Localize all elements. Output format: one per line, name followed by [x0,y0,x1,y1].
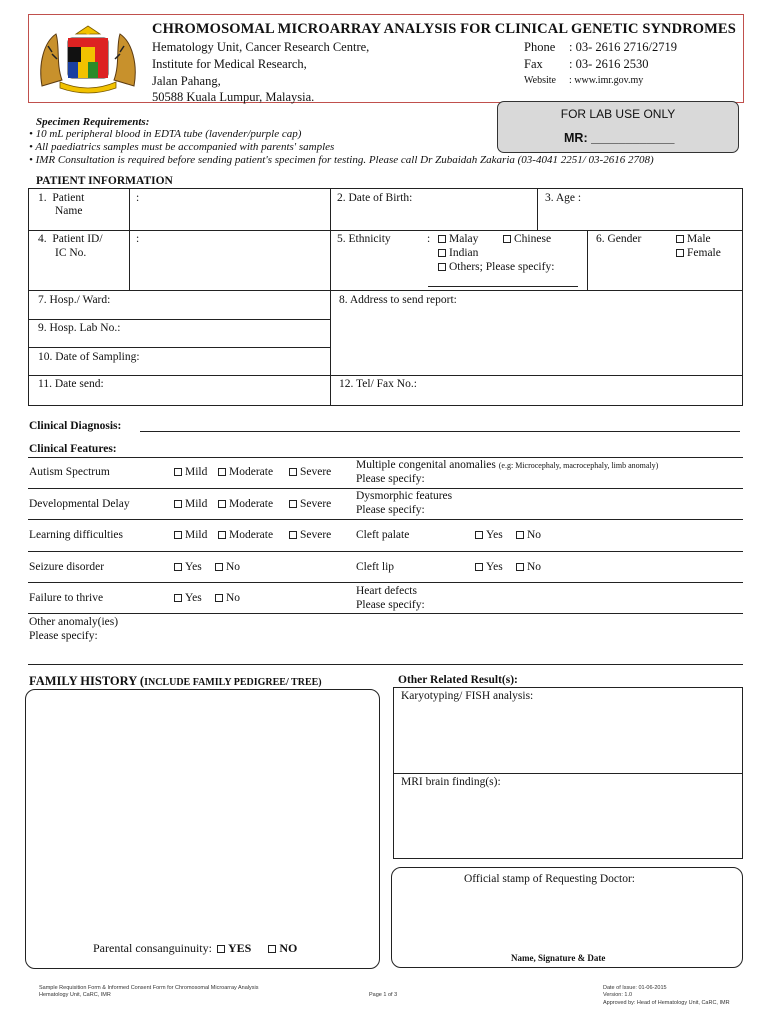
developmental-delay-label: Developmental Delay [29,498,130,510]
dysmorphic-specify[interactable]: Please specify: [356,504,425,516]
address-report-field[interactable]: 8. Address to send report: [339,294,457,306]
autism-moderate-checkbox[interactable]: Moderate [218,466,273,480]
specimen-title: Specimen Requirements: [36,116,150,128]
consanguinity-yes-checkbox[interactable]: YES [217,941,251,955]
website-value: : www.imr.gov.my [569,75,644,86]
seizure-no-checkbox[interactable]: No [215,561,240,575]
fax-label: Fax [524,57,543,71]
specimen-item: • All paediatrics samples must be accompanied with parents' samples [29,141,335,153]
cleft-lip-label: Cleft lip [356,561,395,573]
gender-male-checkbox[interactable]: Male [676,233,711,247]
learning-moderate-checkbox[interactable]: Moderate [218,529,273,543]
autism-spectrum-label: Autism Spectrum [29,466,110,478]
autism-severe-checkbox[interactable]: Severe [289,466,331,480]
cleft-palate-yes-checkbox[interactable]: Yes [475,529,503,543]
address-line-3: Jalan Pahang, [152,74,221,88]
dev-delay-mild-checkbox[interactable]: Mild [174,498,207,512]
patient-id-field[interactable]: : [136,233,140,245]
seizure-disorder-label: Seizure disorder [29,561,105,573]
ethnicity-others-line[interactable] [428,286,578,287]
hosp-lab-no-field[interactable]: 9. Hosp. Lab No.: [38,322,121,334]
clinical-diagnosis-label: Clinical Diagnosis: [29,420,122,432]
ethnicity-indian-checkbox[interactable]: Indian [438,247,478,261]
clinical-diagnosis-line[interactable] [140,431,740,432]
ethnicity-others-checkbox[interactable]: Others; Please specify: [438,261,554,275]
patient-name-field[interactable]: : [136,192,140,204]
gender-female-checkbox[interactable]: Female [676,247,721,261]
patient-id-label-2: IC No. [55,247,87,259]
failure-to-thrive-label: Failure to thrive [29,592,104,604]
address-line-4: 50588 Kuala Lumpur, Malaysia. [152,90,315,104]
patient-info-heading: PATIENT INFORMATION [36,175,173,187]
address-line-2: Institute for Medical Research, [152,57,307,71]
multiple-anomalies-label: Multiple congenital anomalies (e.g: Microcephaly, macrocephaly, limb anomaly) [356,459,659,471]
tel-fax-field[interactable]: 12. Tel/ Fax No.: [339,378,417,390]
ethnicity-malay-checkbox[interactable]: Malay [438,233,478,247]
other-results-heading: Other Related Result(s): [398,674,518,686]
learning-difficulties-label: Learning difficulties [29,529,123,541]
cleft-lip-yes-checkbox[interactable]: Yes [475,561,503,575]
signature-label: Name, Signature & Date [511,953,606,963]
cleft-palate-label: Cleft palate [356,529,410,541]
other-anomaly-specify[interactable]: Please specify: [29,630,98,642]
heart-defects-specify[interactable]: Please specify: [356,599,425,611]
seizure-yes-checkbox[interactable]: Yes [174,561,202,575]
family-pedigree-box[interactable] [25,689,380,969]
patient-name-label: 1. Patient [38,192,85,204]
patient-name-label-2: Name [55,205,83,217]
lab-use-title: FOR LAB USE ONLY [560,107,676,121]
ethnicity-colon: : [427,233,431,245]
failure-yes-checkbox[interactable]: Yes [174,592,202,606]
hosp-ward-field[interactable]: 7. Hosp./ Ward: [38,294,111,306]
other-anomaly-label: Other anomaly(ies) [29,616,119,628]
form-title: CHROMOSOMAL MICROARRAY ANALYSIS FOR CLINICAL GENETIC SYNDROMES [152,21,736,37]
address-line-1: Hematology Unit, Cancer Research Centre, [152,40,370,54]
ethnicity-label: 5. Ethnicity [337,233,391,245]
failure-no-checkbox[interactable]: No [215,592,240,606]
ethnicity-chinese-checkbox[interactable]: Chinese [503,233,551,247]
footer-page: Page 1 of 3 [369,992,398,998]
dysmorphic-features-label: Dysmorphic features [356,490,453,502]
karyotyping-field[interactable]: Karyotyping/ FISH analysis: [401,690,534,702]
footer-left: Sample Requisition Form & Informed Consent Form for Chromosomal Microarray Analysis Hematology Unit, CaRC, IMR [39,985,259,999]
footer-right: Date of Issue: 01-06-2015 Version: 1.0 Approved by: Head of Hematology Unit, CaRC, IMR [603,985,730,1006]
lab-use-box [497,101,739,153]
fax-value: : 03- 2616 2530 [569,57,649,71]
cleft-palate-no-checkbox[interactable]: No [516,529,541,543]
learning-severe-checkbox[interactable]: Severe [289,529,331,543]
cleft-lip-no-checkbox[interactable]: No [516,561,541,575]
age-field[interactable]: 3. Age : [545,192,582,204]
specimen-item: • IMR Consultation is required before sending patient's specimen for testing. Please call Dr Zubaidah Zakaria (03-4041 2251/ 03-2616 2708) [29,154,654,166]
clinical-features-heading: Clinical Features: [29,443,117,455]
phone-label: Phone [524,40,556,54]
learning-mild-checkbox[interactable]: Mild [174,529,207,543]
mr-field[interactable]: MR: ____________ [564,131,675,145]
date-send-field[interactable]: 11. Date send: [38,378,104,390]
dev-delay-moderate-checkbox[interactable]: Moderate [218,498,273,512]
gender-label: 6. Gender [596,233,642,245]
heart-defects-label: Heart defects [356,585,417,597]
dev-delay-severe-checkbox[interactable]: Severe [289,498,331,512]
autism-mild-checkbox[interactable]: Mild [174,466,207,480]
mri-field[interactable]: MRI brain finding(s): [401,776,501,788]
specimen-item: • 10 mL peripheral blood in EDTA tube (lavender/purple cap) [29,128,302,140]
consanguinity-no-checkbox[interactable]: NO [268,941,297,955]
website-label: Website [524,75,556,86]
stamp-label: Official stamp of Requesting Doctor: [464,873,635,885]
date-of-sampling-field[interactable]: 10. Date of Sampling: [38,351,140,363]
parental-consanguinity: Parental consanguinuity: YES NO [93,941,298,955]
patient-id-label: 4. Patient ID/ [38,233,103,245]
phone-value: : 03- 2616 2716/2719 [569,40,677,54]
coat-of-arms-logo [36,24,140,96]
family-history-heading: FAMILY HISTORY (INCLUDE FAMILY PEDIGREE/ TREE) [29,674,322,688]
date-of-birth-field[interactable]: 2. Date of Birth: [337,192,413,204]
multiple-anomalies-specify[interactable]: Please specify: [356,473,425,485]
